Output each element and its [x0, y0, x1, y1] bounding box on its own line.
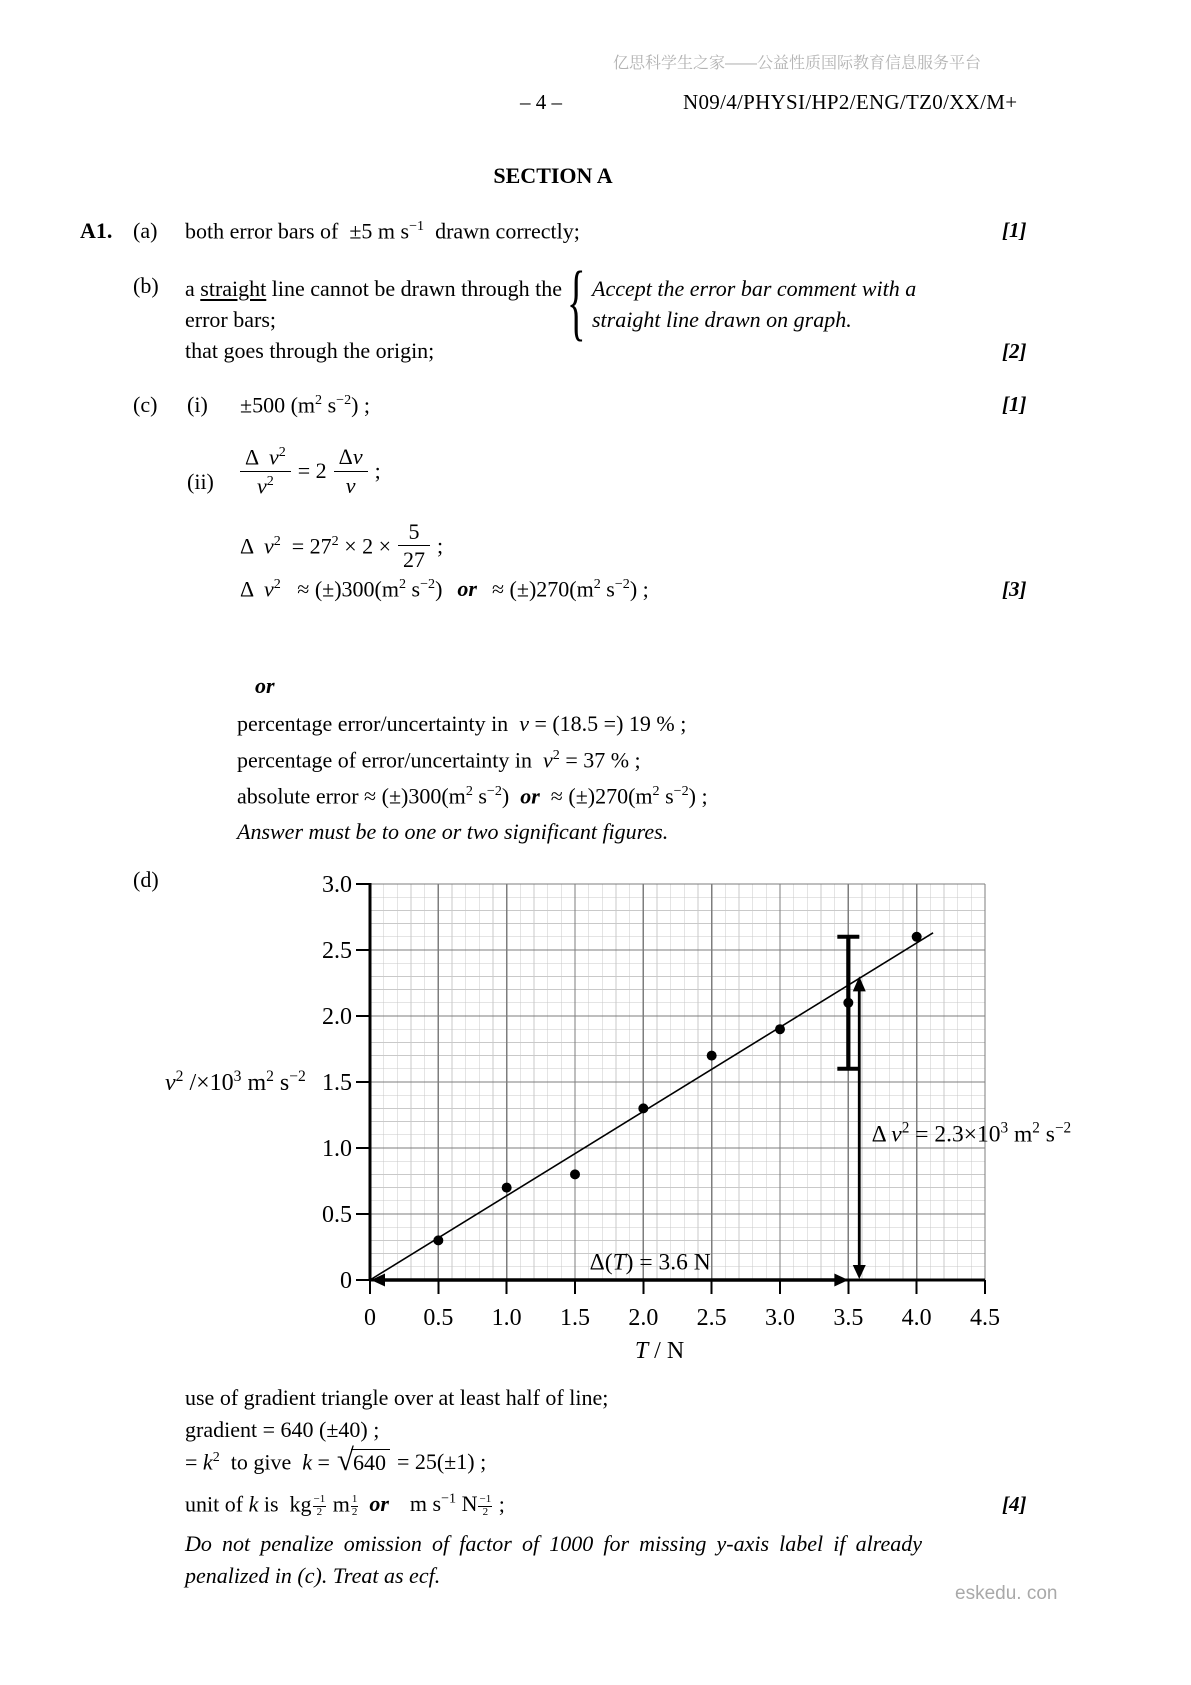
part-d-mark: [4]	[1002, 1492, 1027, 1516]
part-c-i-mark: [1]	[1002, 392, 1027, 416]
x-tick-label: 0.5	[423, 1305, 454, 1331]
exponent-numerator: 1	[351, 1493, 358, 1506]
data-point	[433, 1235, 443, 1245]
part-d-graph	[150, 850, 1150, 1375]
equation-text: = 2	[297, 458, 327, 484]
delta-v2-annotation: Δ $v^2 = 2.3\times 10^3$ $m^2$ $s^{-2}$	[871, 1119, 1072, 1148]
alt-note: Answer must be to one or two significant figures.	[237, 819, 669, 844]
fraction-numerator: 5	[398, 519, 430, 546]
x-tick-label: 3.0	[765, 1305, 795, 1331]
part-b-line1: a straight line cannot be drawn through the	[185, 276, 562, 301]
fraction-numerator: Δv	[334, 444, 368, 471]
top-watermark-text: 亿思科学生之家——公益性质国际教育信息服务平台	[612, 55, 981, 72]
part-b-mark: [2]	[1002, 339, 1027, 363]
exponent-fraction	[313, 1494, 327, 1518]
y-tick-label: 0.5	[322, 1202, 352, 1228]
part-c-i-label: (i)	[187, 392, 208, 417]
part-b-line3: that goes through the origin;	[185, 338, 435, 363]
x-tick-label: 4.0	[901, 1305, 932, 1331]
exponent-fraction	[478, 1494, 492, 1518]
exponent-numerator: −1	[479, 1493, 492, 1506]
x-axis-title: T / N	[634, 1338, 685, 1364]
arrowhead-up-icon	[853, 976, 866, 991]
equation-text: ;	[374, 458, 381, 484]
y-tick-label: 2.0	[322, 1004, 352, 1030]
part-c-ii-label: (ii)	[187, 469, 214, 494]
part-a-mark: [1]	[1002, 218, 1027, 242]
exponent-numerator: −1	[313, 1493, 326, 1506]
sqrt-expression	[336, 1442, 390, 1477]
fraction-denominator: v	[345, 472, 356, 498]
data-point	[502, 1183, 512, 1193]
exponent-denominator: 2	[351, 1505, 358, 1518]
fraction	[398, 519, 430, 573]
x-tick-label: 2.5	[696, 1305, 727, 1331]
part-d-label: (d)	[133, 867, 159, 892]
d-line-2: gradient = 640 (±40) ;	[185, 1417, 380, 1442]
d-line-1: use of gradient triangle over at least half of line;	[185, 1385, 609, 1410]
equation-text: ;	[437, 532, 444, 558]
sqrt-value: 640	[351, 1449, 390, 1475]
part-c-label: (c)	[133, 392, 158, 417]
equation-text: ;	[493, 1491, 505, 1517]
part-a-text: both error bars of ±5 m $s^{-1}$ drawn correctly;	[185, 218, 580, 244]
x-tick-label: 2.0	[628, 1305, 659, 1331]
equation-1	[240, 444, 381, 498]
data-point	[912, 932, 922, 942]
part-c-ii-mark: [3]	[1002, 577, 1027, 601]
fraction-denominator: 27	[403, 547, 426, 573]
exponent-denominator: 2	[316, 1505, 323, 1518]
d-note-line1: Do not penalize omission of factor of 1000 for missing y-axis label if already	[185, 1531, 922, 1556]
y-tick-label: 1.5	[322, 1070, 352, 1096]
alt-line-1: percentage error/uncertainty in v = (18.5 =) 19 % ;	[237, 711, 687, 736]
arrowhead-down-icon	[853, 1265, 866, 1279]
document-code: N09/4/PHYSI/HP2/ENG/TZ0/XX/M+	[683, 90, 1018, 114]
d-note-line2: penalized in (c). Treat as ecf.	[185, 1563, 441, 1588]
y-tick-label: 0	[340, 1268, 352, 1294]
x-tick-label: 1.0	[491, 1305, 522, 1331]
y-tick-label: 3.0	[322, 872, 352, 898]
x-tick-label: 3.5	[833, 1305, 864, 1331]
equation-text: m	[327, 1491, 350, 1517]
data-point	[843, 998, 853, 1008]
equation-text: Δ $v^2 \approx (\pm)300(m^2$ $s^{-2}$)	[240, 576, 443, 602]
equation-text: Δ $v^2 = 27^2 \times 2$ ×	[240, 532, 392, 558]
part-b-label: (b)	[133, 273, 159, 298]
fraction-numerator: Δ $v^2$	[240, 444, 291, 472]
equation-text: unit of k is kg	[185, 1491, 312, 1517]
data-point	[638, 1103, 648, 1113]
y-axis-title: $v^2$ $/\times 10^3$ $m^2$ $s^{-2}$	[165, 1067, 306, 1096]
part-b-note-line2: straight line drawn on graph.	[592, 307, 852, 332]
d-line-4	[185, 1490, 505, 1527]
question-number: A1.	[80, 218, 113, 243]
equation-3	[240, 576, 649, 602]
arrowhead-right-icon	[834, 1274, 848, 1287]
or-keyword: or	[457, 576, 477, 602]
page-number: – 4 –	[520, 90, 562, 114]
part-b-note-line1: Accept the error bar comment with a	[592, 276, 917, 301]
alt-line-3: absolute error ≈ $(\pm)300(m^2$ $s^{-2}$) or ≈ $(\pm)270(m^2$ $s^{-2}$) ;	[237, 783, 708, 809]
equation-2	[240, 519, 443, 573]
fraction	[240, 444, 291, 498]
data-point	[570, 1169, 580, 1179]
section-heading: SECTION A	[493, 163, 613, 188]
y-tick-label: 1.0	[322, 1136, 352, 1162]
or-keyword: or	[369, 1491, 389, 1517]
d-line-3	[185, 1442, 487, 1477]
x-tick-label: 4.5	[970, 1305, 1000, 1331]
data-point	[775, 1024, 785, 1034]
part-b-line2: error bars;	[185, 307, 277, 332]
equation-text: ≈ $(\pm)270(m^2$ $s^{-2}$) ;	[491, 576, 649, 602]
curly-brace-icon: {	[567, 253, 586, 349]
sqrt-sign: √	[336, 1442, 354, 1477]
data-point	[707, 1051, 717, 1061]
x-tick-label: 0	[364, 1305, 376, 1331]
or-separator: or	[255, 673, 275, 698]
part-a-label: (a)	[133, 218, 158, 243]
fraction	[334, 444, 368, 498]
exponent-denominator: 2	[482, 1505, 489, 1518]
bottom-watermark-text: eskedu. con	[955, 1583, 1058, 1604]
y-tick-label: 2.5	[322, 938, 352, 964]
exponent-fraction	[351, 1494, 359, 1518]
equation-text: = 25(±1) ;	[396, 1449, 487, 1474]
delta-t-annotation: Δ(T) = 3.6 N	[589, 1249, 711, 1276]
equation-text: m $s^{-1}$ N	[398, 1491, 478, 1517]
x-tick-label: 1.5	[560, 1305, 590, 1331]
equation-text: = $k^2$ to give k =	[185, 1448, 330, 1475]
alt-line-2: percentage of error/uncertainty in $v^2 = 37$ % ;	[237, 747, 641, 773]
fraction-denominator: $v^2$	[256, 472, 274, 498]
part-c-i-text: ±500 ($m^2$ $s^{-2}$) ;	[240, 392, 371, 418]
